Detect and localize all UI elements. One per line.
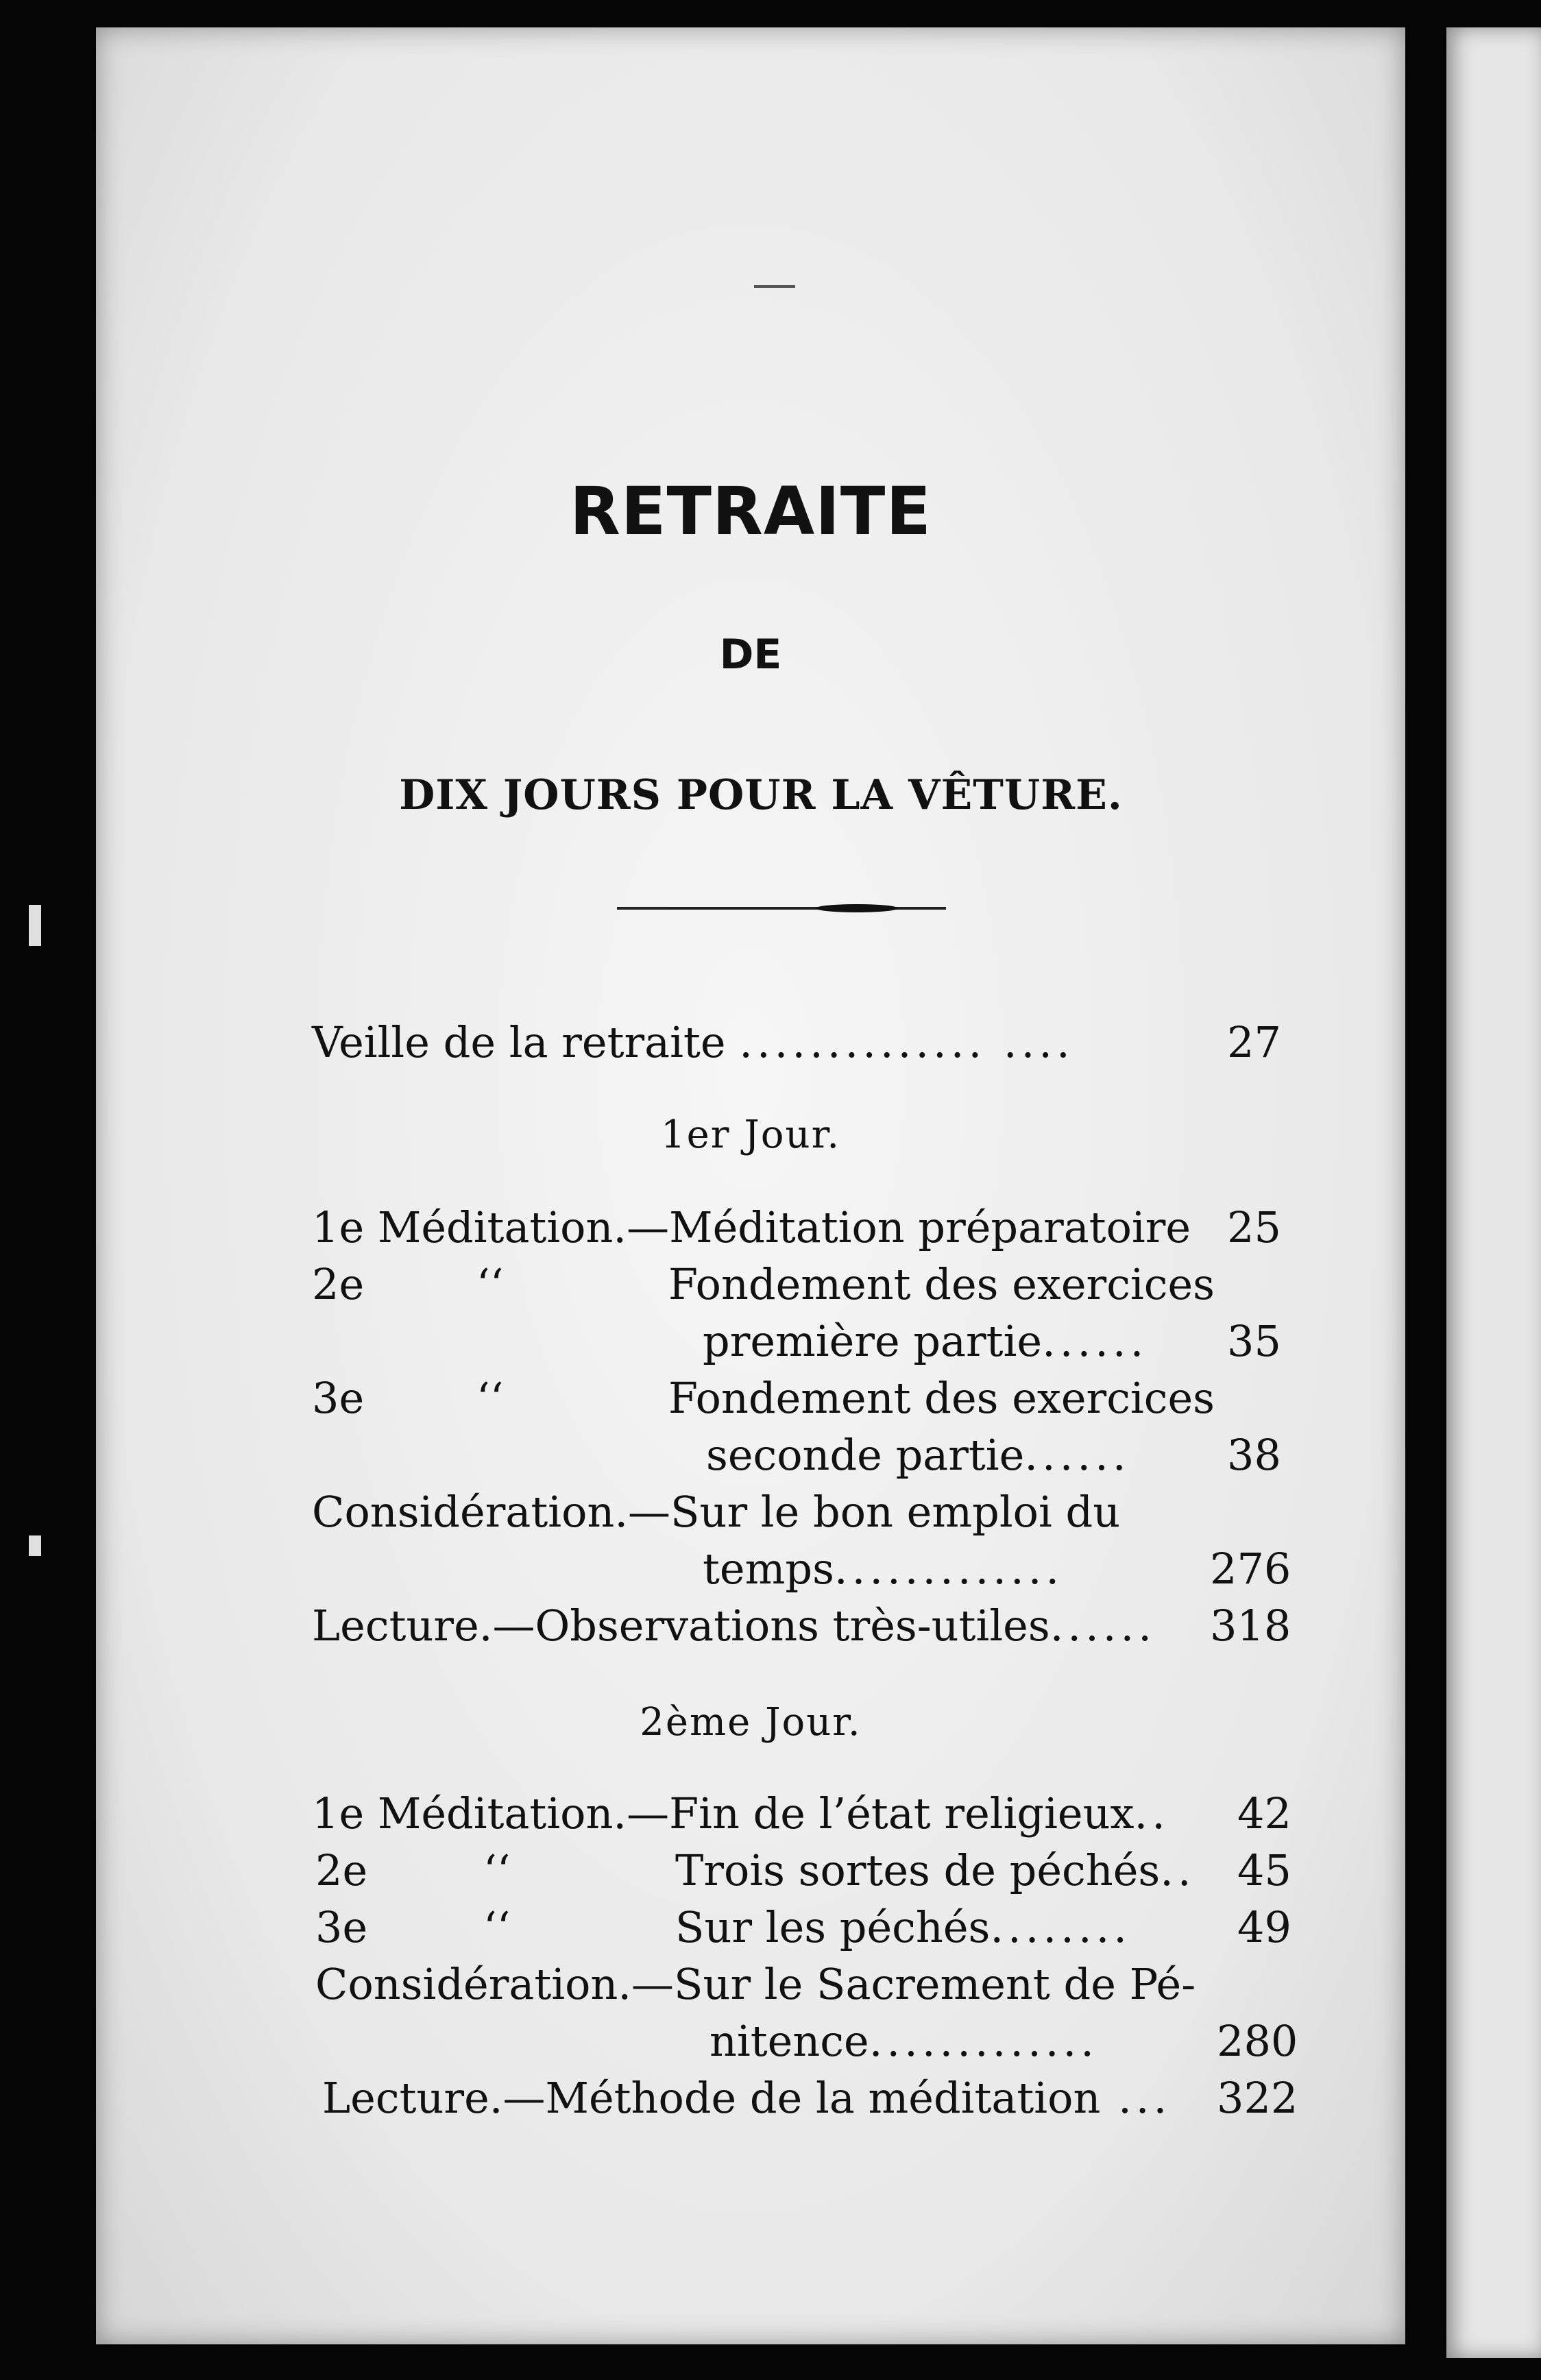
- toc-entry-text: Fondement des exercices: [668, 1373, 1215, 1423]
- toc-entry-label: Veille de la retraite: [312, 1017, 726, 1067]
- toc-page-number: 27: [1227, 1017, 1281, 1067]
- toc-entry: seconde partie......: [706, 1430, 1130, 1480]
- toc-page-number: 42: [1237, 1788, 1291, 1838]
- toc-entry-ordinal: 2e: [312, 1259, 365, 1309]
- ditto-mark: ‘‘: [476, 1259, 504, 1309]
- toc-page-number: 276: [1210, 1544, 1291, 1594]
- toc-entry-text: Fondement des exercices: [668, 1259, 1215, 1309]
- ditto-mark: ‘‘: [483, 1902, 511, 1952]
- adjacent-page-edge: [1446, 27, 1541, 2358]
- ditto-mark: ‘‘: [483, 1845, 511, 1895]
- toc-entry: temps.............: [703, 1544, 1064, 1594]
- toc-entry: 1e Méditation.—Fin de l’état religieux..: [312, 1788, 1169, 1838]
- title-connector: DE: [719, 631, 782, 679]
- toc-entry: 1e Méditation.—Méditation préparatoire: [312, 1202, 1191, 1252]
- spine-mark: [29, 1535, 41, 1556]
- toc-entry: Lecture.—Méthode de la méditation ...: [322, 2073, 1172, 2123]
- toc-page-number: 35: [1227, 1316, 1281, 1366]
- toc-entry: Trois sortes de péchés..: [675, 1845, 1196, 1895]
- section-heading-day2: 2ème Jour.: [640, 1700, 862, 1745]
- spine-mark: [29, 905, 41, 946]
- toc-entry: première partie......: [703, 1316, 1148, 1366]
- page-subtitle: DIX JOURS POUR LA VÊTURE.: [399, 771, 1123, 819]
- toc-entry-ordinal: 3e: [312, 1373, 365, 1423]
- toc-entry: Considération.—Sur le Sacrement de Pé-: [315, 1959, 1196, 2009]
- toc-page-number: 318: [1210, 1601, 1291, 1651]
- page-title: RETRAITE: [570, 473, 932, 550]
- table-of-contents: [96, 27, 1405, 2344]
- ditto-mark: ‘‘: [476, 1373, 504, 1423]
- toc-entry: Lecture.—Observations très-utiles......: [312, 1601, 1156, 1651]
- book-page: [96, 27, 1405, 2344]
- toc-page-number: 45: [1237, 1845, 1291, 1895]
- toc-entry-veille: Veille de la retraite .............. ....: [312, 1017, 1074, 1067]
- toc-page-number: 25: [1227, 1202, 1281, 1252]
- toc-page-number: 49: [1237, 1902, 1291, 1952]
- toc-page-number: 38: [1227, 1430, 1281, 1480]
- toc-page-number: 322: [1217, 2073, 1298, 2123]
- section-heading-day1: 1er Jour.: [661, 1113, 840, 1157]
- toc-entry: nitence.............: [709, 2016, 1098, 2066]
- toc-page-number: 280: [1217, 2016, 1298, 2066]
- toc-entry: Considération.—Sur le bon emploi du: [312, 1487, 1121, 1537]
- toc-entry: Sur les péchés........: [675, 1902, 1132, 1952]
- toc-entry-ordinal: 2e: [315, 1845, 368, 1895]
- toc-entry-ordinal: 3e: [315, 1902, 368, 1952]
